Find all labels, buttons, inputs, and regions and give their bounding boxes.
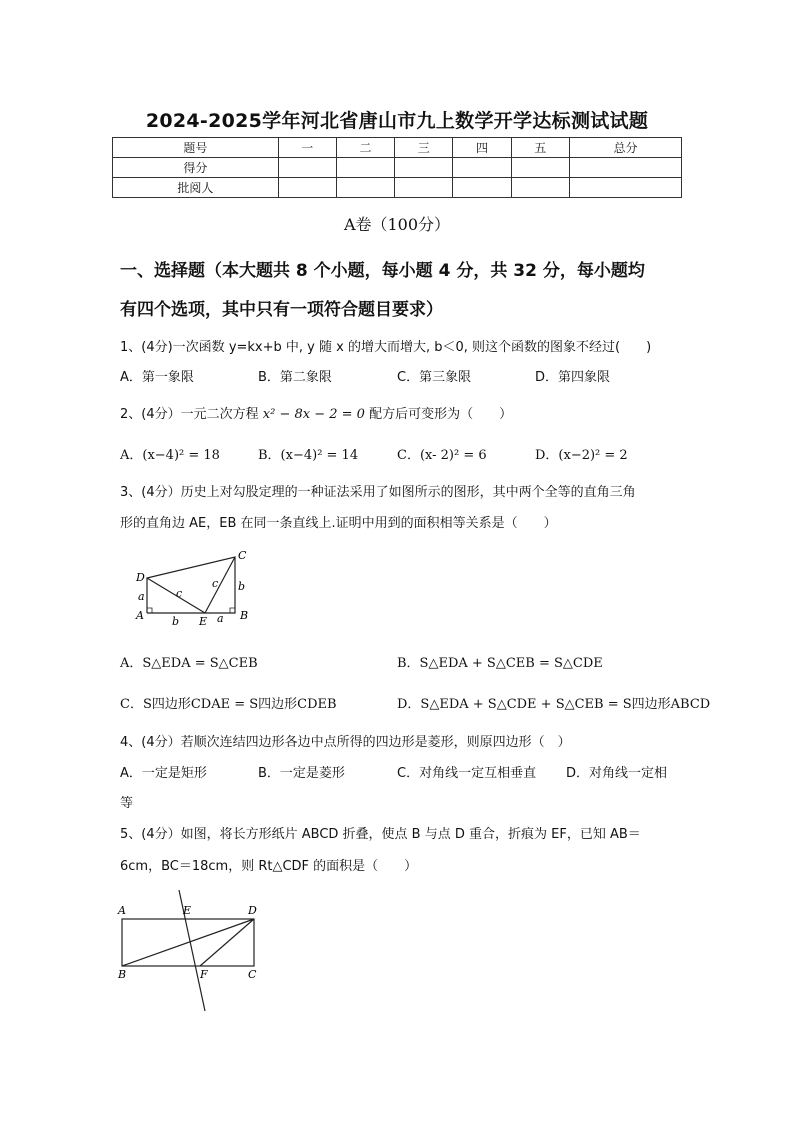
q2-option-a[interactable]: A．(x−4)² = 18 (120, 448, 220, 463)
q3-label-b: B (240, 609, 249, 622)
q1-option-c[interactable]: C．第三象限 (397, 370, 472, 385)
table-row (113, 158, 682, 178)
question-3-stem: 3、(4分）历史上对勾股定理的一种证法采用了如图所示的图形，其中两个全等的直角三角 (120, 485, 636, 500)
table-cell[interactable] (395, 158, 453, 178)
question-2-stem (120, 403, 512, 422)
q3-label-e: E (199, 615, 208, 628)
q5-figure (112, 885, 272, 1015)
score-table (112, 137, 682, 198)
q3-label-side-c-de: c (176, 587, 183, 600)
q3-option-d[interactable]: D．S△EDA + S△CDE + S△CEB = S四边形ABCD (397, 697, 711, 712)
q5-label-a: A (118, 904, 126, 917)
question-4-stem: 4、(4分）若顺次连结四边形各边中点所得的四边形是菱形，则原四边形（ ） (120, 735, 571, 750)
q4-option-a[interactable]: A．一定是矩形 (120, 766, 207, 781)
q3-label-side-b-bottom: b (172, 615, 180, 628)
q5-label-e: E (183, 904, 192, 917)
q2-option-b[interactable]: B．(x−4)² = 14 (258, 448, 359, 463)
q2-option-d[interactable]: D．(x−2)² = 2 (535, 448, 628, 463)
table-cell: 三 (395, 138, 453, 158)
q1-option-d[interactable]: D．第四象限 (535, 370, 611, 385)
question-1-stem: 1、(4分)一次函数 y=kx+b 中, y 随 x 的增大而增大, b＜0, 则这个函数的图象不经过( ) (120, 340, 652, 355)
table-cell: 总分 (569, 138, 681, 158)
table-cell[interactable] (453, 178, 511, 198)
q5-label-b: B (118, 968, 127, 981)
q3-option-c[interactable]: C．S四边形CDAE = S四边形CDEB (120, 697, 337, 712)
q2-equation: x² − 8x − 2 = 0 (262, 407, 365, 422)
q5-diagonal-bd (122, 919, 254, 966)
q5-label-f: F (200, 968, 208, 981)
question-3-stem-cont: 形的直角边 AE，EB 在同一条直线上.证明中用到的面积相等关系是（ ） (120, 516, 557, 531)
q3-option-b[interactable]: B．S△EDA + S△CEB = S△CDE (397, 656, 603, 671)
section-subtitle: A卷（100分） (343, 215, 451, 234)
q3-right-angle-b (230, 608, 235, 613)
q2-stem-pre: 2、(4分）一元二次方程 (120, 407, 259, 422)
q4-option-d[interactable]: D．对角线一定相 (566, 766, 668, 781)
table-cell[interactable] (395, 178, 453, 198)
table-cell[interactable] (511, 178, 569, 198)
table-cell: 一 (278, 138, 336, 158)
section-heading-cont: 有四个选项，其中只有一项符合题目要求） (120, 300, 443, 320)
table-cell: 题号 (113, 138, 279, 158)
q1-option-a[interactable]: A．第一象限 (120, 370, 194, 385)
table-cell[interactable] (336, 178, 394, 198)
q3-label-side-b-right: b (238, 580, 246, 593)
q3-option-a[interactable]: A．S△EDA = S△CEB (120, 656, 258, 671)
table-cell[interactable] (453, 158, 511, 178)
table-cell[interactable] (278, 178, 336, 198)
table-cell[interactable] (569, 158, 681, 178)
q5-line-fd (200, 919, 254, 966)
q3-label-a: A (136, 609, 144, 622)
q3-right-angle-a (147, 608, 152, 613)
table-row (113, 178, 682, 198)
question-5-stem-cont: 6cm，BC＝18cm，则 Rt△CDF 的面积是（ ） (120, 859, 418, 874)
table-cell: 得分 (113, 158, 279, 178)
page-title: 2024-2025学年河北省唐山市九上数学开学达标测试试题 (145, 110, 649, 132)
q3-label-d: D (136, 571, 145, 584)
table-cell[interactable] (336, 158, 394, 178)
table-cell[interactable] (278, 158, 336, 178)
question-5-stem: 5、(4分）如图，将长方形纸片 ABCD 折叠，使点 B 与点 D 重合，折痕为 EF，已知 AB＝ (120, 827, 641, 842)
q2-stem-post: 配方后可变形为（ ） (369, 407, 513, 422)
q4-option-b[interactable]: B．一定是菱形 (258, 766, 345, 781)
q5-label-c: C (248, 968, 257, 981)
table-cell: 四 (453, 138, 511, 158)
q3-label-c: C (238, 549, 247, 562)
table-cell[interactable] (569, 178, 681, 198)
table-cell[interactable] (511, 158, 569, 178)
q1-option-b[interactable]: B．第二象限 (258, 370, 332, 385)
q5-label-d: D (248, 904, 257, 917)
q3-figure (130, 545, 260, 630)
score-table-header (113, 138, 682, 158)
q3-label-side-c-ec: c (212, 577, 219, 590)
table-cell: 五 (511, 138, 569, 158)
table-cell: 批阅人 (113, 178, 279, 198)
q3-label-side-a-left: a (138, 590, 145, 603)
table-cell: 二 (336, 138, 394, 158)
q3-line-ec (205, 557, 235, 613)
q2-option-c[interactable]: C．(x- 2)² = 6 (397, 448, 487, 463)
section-heading: 一、选择题（本大题共 8 个小题，每小题 4 分，共 32 分，每小题均 (120, 261, 645, 281)
q3-label-side-a-bottom: a (217, 612, 224, 625)
q4-option-d-wrap: 等 (120, 796, 134, 811)
q4-option-c[interactable]: C．对角线一定互相垂直 (397, 766, 537, 781)
